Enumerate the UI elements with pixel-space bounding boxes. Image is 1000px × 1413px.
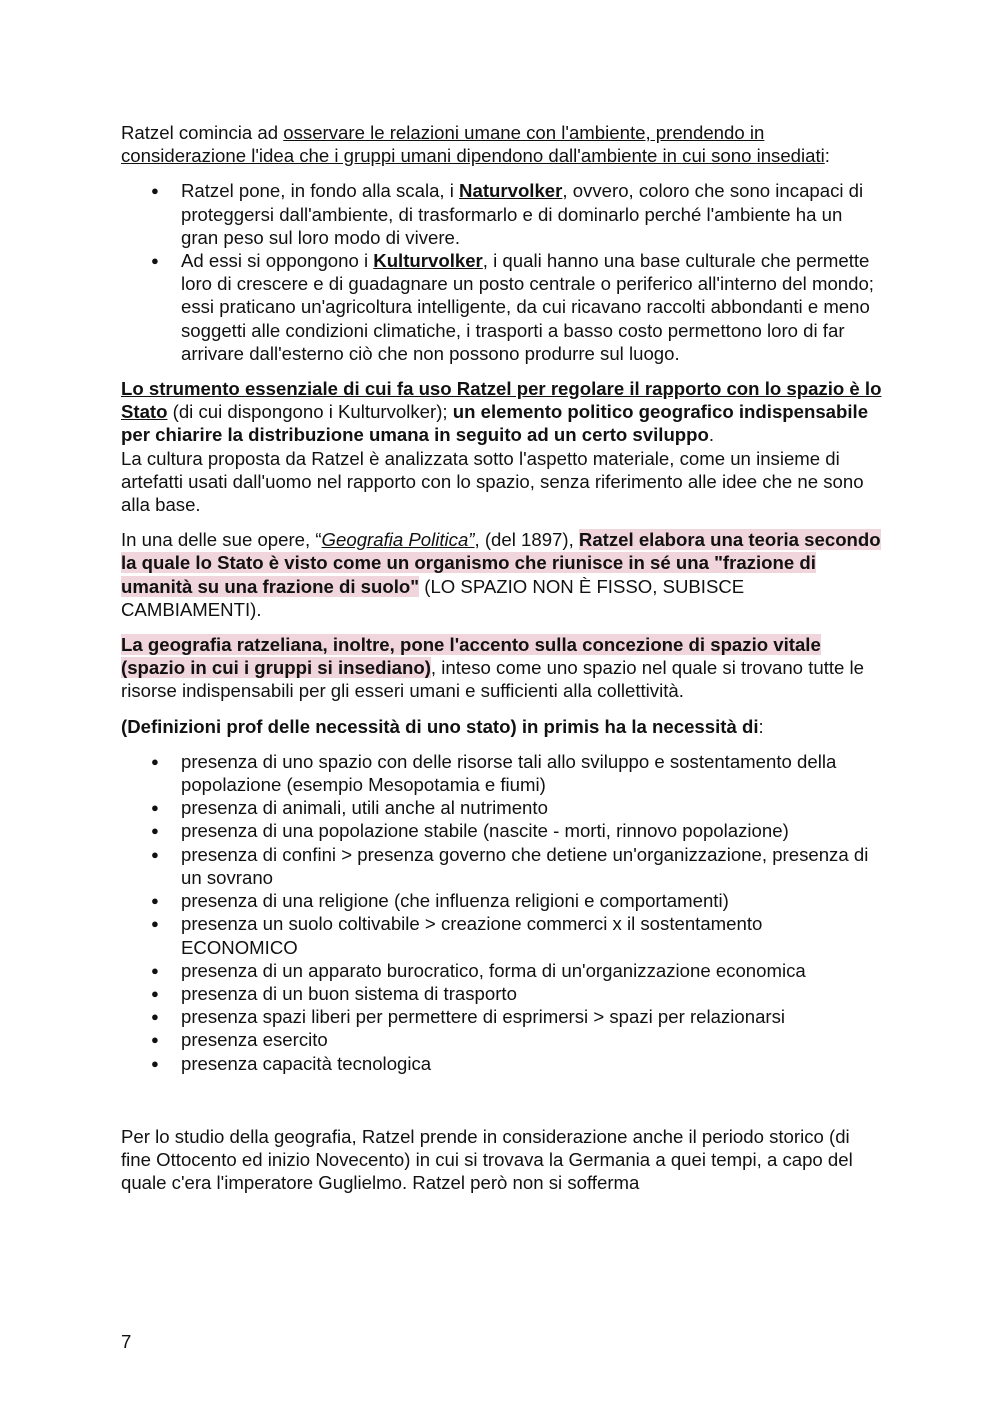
list-item: ● presenza un suolo coltivabile > creazione commerci x il sostentamento ECONOMICO [121,912,883,958]
list-item: ● presenza spazi liberi per permettere di esprimersi > spazi per relazionarsi [121,1005,883,1028]
state-paragraph: Lo strumento essenziale di cui fa uso Ratzel per regolare il rapporto con lo spazio è lo Stato (di cui dispongono i Kulturvolker); un elemento politico geografico indispensabile per chiarire la distribuzione umana in seguito ad un certo sviluppo. La cultura proposta da Ratzel è analizzata sotto l'aspetto materiale, come un insieme di artefatti usati dall'uomo nel rapporto con lo spazio, senza riferimento alle idee che ne sono alla base. [121,378,882,516]
list-item: ● presenza di un apparato burocratico, forma di un'organizzazione economica [121,959,883,982]
state-needs-heading: (Definizioni prof delle necessità di uno stato) in primis ha la necessità di: [121,715,764,737]
state-needs-list [121,750,883,1075]
list-item: ● presenza di uno spazio con delle risorse tali allo sviluppo e sostentamento della popolazione (esempio Mesopotamia e fiumi) [121,750,883,796]
peoples-list [121,179,883,365]
list-item: ● presenza di una religione (che influenza religioni e comportamenti) [121,889,883,912]
spacer [121,1087,883,1125]
vital-space-paragraph: La geografia ratzeliana, inoltre, pone l'accento sulla concezione di spazio vitale (spazio in cui i gruppi si insediano), inteso come uno spazio nel quale si trovano tutte le risorse indispensabili per gli esseri umani e sufficienti alla collettività. [121,634,865,702]
state-bold-text: un elemento politico geografico indispensabile per chiarire la distribuzione umana in seguito ad un certo sviluppo [121,401,869,446]
political-geography-paragraph: In una delle sue opere, “Geografia Politica”, (del 1897), Ratzel elabora una teoria secondo la quale lo Stato è visto come un organismo che riunisce in sé una "frazione di umanità su una frazione di suolo" (LO SPAZIO NON È FISSO, SUBISCE CAMBIAMENTI). [121,529,881,620]
list-item: ● presenza di una popolazione stabile (nascite - morti, rinnovo popolazione) [121,819,883,842]
list-item: ● presenza esercito [121,1028,883,1051]
page-number: 7 [121,1331,132,1352]
intro-text: Ratzel comincia ad [121,122,284,143]
list-item: ● presenza capacità tecnologica [121,1052,883,1075]
kulturvolker-term: Kulturvolker [373,250,483,272]
intro-colon: : [824,145,830,167]
culture-text: La cultura proposta da Ratzel è analizzata sotto l'aspetto materiale, come un insieme di artefatti usati dall'uomo nel rapporto con lo spazio, senza riferimento alle idee che ne sono alla base. [121,447,864,516]
list-item: ● Ratzel pone, in fondo alla scala, i Naturvolker, ovvero, coloro che sono incapaci di proteggersi dall'ambiente, di trasformarlo e di dominarlo perché l'ambiente ha un gran peso sul loro modo di vivere. [121,179,883,249]
naturvolker-term: Naturvolker [459,180,563,202]
page-content [121,121,883,1206]
intro-underlined-text: osservare le relazioni umane con l'ambiente, prendendo in considerazione l'idea che i gruppi umani dipendono dall'ambiente in cui sono insediati [121,122,825,167]
list-item: ● presenza di un buon sistema di trasporto [121,982,883,1005]
highlighted-theory: Ratzel elabora una teoria secondo la quale lo Stato è visto come un organismo che riunisce in sé una "frazione di umanità su una frazione di suolo" [121,529,881,597]
list-item: ● presenza di animali, utili anche al nutrimento [121,796,883,819]
list-item: ● presenza di confini > presenza governo che detiene un'organizzazione, presenza di un sovrano [121,843,883,889]
book-title: Geografia Politica” [321,529,475,551]
highlighted-vital-space: La geografia ratzeliana, inoltre, pone l'accento sulla concezione di spazio vitale (spazio in cui i gruppi si insediano) [121,634,821,679]
history-paragraph: Per lo studio della geografia, Ratzel prende in considerazione anche il periodo storico (di fine Ottocento ed inizio Novecento) in cui si trovava la Germania a quei tempi, a capo del quale c'era l'imperatore Guglielmo. Ratzel però non si sofferma [121,1125,853,1194]
state-heading-text: Lo strumento essenziale di cui fa uso Ratzel per regolare il rapporto con lo spazio è lo Stato [121,378,882,423]
intro-paragraph [121,121,883,167]
list-item: ● Ad essi si oppongono i Kulturvolker, i quali hanno una base culturale che permette loro di crescere e di guadagnare un posto centrale o periferico all'interno del mondo; essi praticano un'agricoltura intelligente, da cui ricavano raccolti abbondanti e meno soggetti alle condizioni climatiche, i trasporti a basso costo permettono loro di far arrivare dall'esterno ciò che non possono produrre sul luogo. [121,249,883,365]
